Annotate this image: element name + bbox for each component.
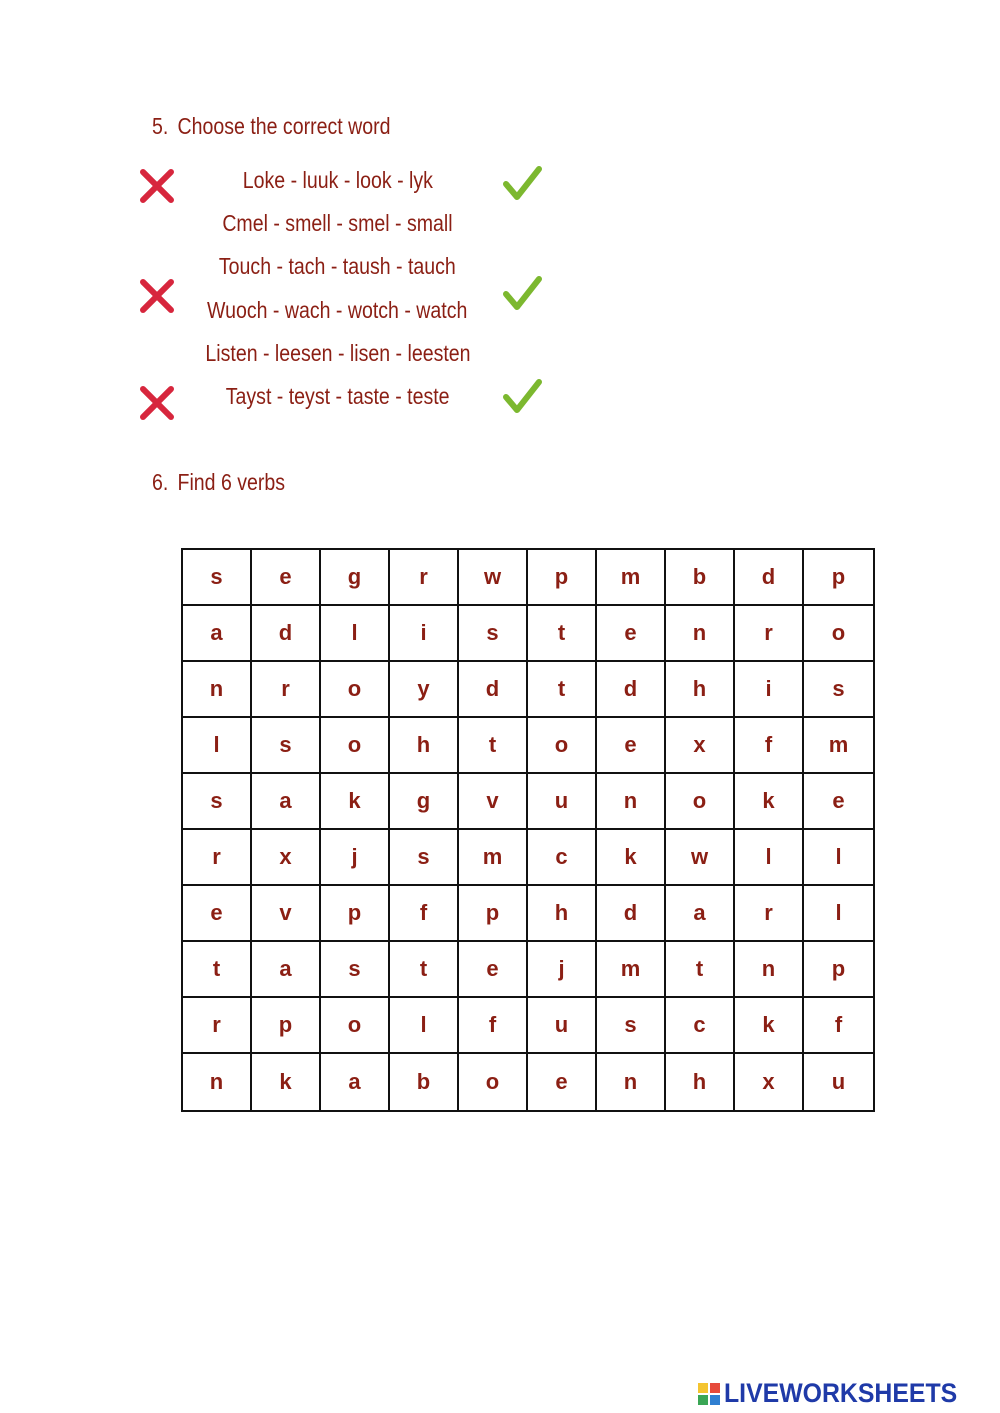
grid-cell[interactable]: f [804, 998, 873, 1054]
grid-cell[interactable]: r [390, 550, 459, 606]
grid-cell[interactable]: l [390, 998, 459, 1054]
grid-cell[interactable]: e [459, 942, 528, 998]
grid-cell[interactable]: k [735, 998, 804, 1054]
grid-cell[interactable]: o [804, 606, 873, 662]
grid-cell[interactable]: f [459, 998, 528, 1054]
section-6-number: 6. [152, 469, 169, 495]
grid-cell[interactable]: x [252, 830, 321, 886]
grid-cell[interactable]: c [528, 830, 597, 886]
grid-cell[interactable]: o [321, 718, 390, 774]
grid-cell[interactable]: m [804, 718, 873, 774]
grid-cell[interactable]: m [597, 942, 666, 998]
cross-icon[interactable] [137, 276, 177, 316]
grid-cell[interactable]: p [528, 550, 597, 606]
grid-cell[interactable]: e [183, 886, 252, 942]
grid-cell[interactable]: b [390, 1054, 459, 1110]
grid-cell[interactable]: w [459, 550, 528, 606]
grid-cell[interactable]: h [666, 1054, 735, 1110]
grid-cell[interactable]: s [390, 830, 459, 886]
grid-cell[interactable]: d [735, 550, 804, 606]
grid-cell[interactable]: k [597, 830, 666, 886]
grid-cell[interactable]: p [804, 550, 873, 606]
grid-cell[interactable]: u [528, 774, 597, 830]
cross-icon[interactable] [137, 166, 177, 206]
word-search-grid [181, 548, 875, 1112]
grid-cell[interactable]: o [321, 998, 390, 1054]
grid-cell[interactable]: s [459, 606, 528, 662]
grid-cell[interactable]: e [597, 718, 666, 774]
grid-cell[interactable]: a [321, 1054, 390, 1110]
grid-cell[interactable]: o [321, 662, 390, 718]
option-row-6[interactable] [160, 383, 515, 410]
grid-cell[interactable]: t [459, 718, 528, 774]
grid-cell[interactable]: f [390, 886, 459, 942]
grid-cell[interactable]: x [666, 718, 735, 774]
option-row-4[interactable] [160, 297, 515, 324]
cross-icon[interactable] [137, 383, 177, 423]
grid-cell[interactable]: h [390, 718, 459, 774]
grid-cell[interactable]: n [666, 606, 735, 662]
section-6-heading [152, 469, 285, 496]
option-row-5-text: Listen - leesen - lisen - leesten [204, 340, 471, 366]
grid-cell[interactable]: a [183, 606, 252, 662]
grid-cell[interactable]: d [597, 886, 666, 942]
logo-square [698, 1395, 708, 1405]
grid-cell[interactable]: k [321, 774, 390, 830]
grid-cell[interactable]: k [252, 1054, 321, 1110]
grid-cell[interactable]: s [183, 774, 252, 830]
grid-cell[interactable]: u [831, 1069, 846, 1094]
option-row-2-text: Cmel - smell - smel - small [222, 210, 453, 236]
grid-cell[interactable]: w [666, 830, 735, 886]
grid-cell[interactable]: e [597, 606, 666, 662]
grid-cell[interactable]: n [183, 1054, 252, 1110]
logo-square [710, 1395, 720, 1405]
grid-cell[interactable]: n [183, 662, 252, 718]
grid-cell[interactable]: o [459, 1054, 528, 1110]
grid-cell[interactable]: x [735, 1054, 804, 1110]
grid-cell[interactable]: i [735, 662, 804, 718]
grid-cell[interactable]: t [528, 606, 597, 662]
grid-cell[interactable]: h [666, 662, 735, 718]
grid-cell[interactable]: o [528, 718, 597, 774]
grid-cell[interactable]: s [321, 942, 390, 998]
logo-square [698, 1383, 708, 1393]
grid-cell[interactable]: p [459, 886, 528, 942]
section-5-number: 5. [152, 113, 169, 139]
grid-cell[interactable]: t [528, 662, 597, 718]
grid-cell[interactable]: s [252, 718, 321, 774]
grid-cell[interactable]: s [183, 550, 252, 606]
grid-cell[interactable]: n [735, 942, 804, 998]
grid-cell[interactable]: j [321, 830, 390, 886]
logo-icon [698, 1383, 720, 1405]
grid-cell[interactable]: n [597, 1054, 666, 1110]
option-row-2[interactable] [160, 210, 515, 237]
grid-cell[interactable]: k [735, 774, 804, 830]
grid-cell[interactable]: r [183, 830, 252, 886]
option-row-1-text: Loke - luuk - look - lyk [242, 167, 433, 193]
option-row-4-text: Wuoch - wach - wotch - watch [207, 297, 468, 323]
grid-cell[interactable]: r [735, 606, 804, 662]
option-row-3-text: Touch - tach - taush - tauch [219, 253, 456, 279]
grid-cell[interactable]: g [390, 774, 459, 830]
grid-cell[interactable]: g [321, 550, 390, 606]
grid-cell[interactable]: d [459, 662, 528, 718]
grid-cell[interactable]: u [528, 998, 597, 1054]
grid-cell[interactable]: s [804, 662, 873, 718]
grid-cell[interactable]: m [459, 830, 528, 886]
grid-cell[interactable]: d [597, 662, 666, 718]
grid-cell[interactable]: r [735, 886, 804, 942]
grid-cell[interactable]: e [252, 550, 321, 606]
grid-cell[interactable]: h [528, 886, 597, 942]
option-row-1[interactable] [160, 167, 515, 194]
grid-cell[interactable]: t [666, 942, 735, 998]
check-icon[interactable] [502, 274, 542, 314]
grid-cell[interactable]: t [183, 942, 252, 998]
grid-cell[interactable]: m [597, 550, 666, 606]
section-6-title: Find 6 verbs [177, 469, 286, 495]
grid-cell[interactable]: b [666, 550, 735, 606]
grid-cell[interactable]: l [804, 886, 873, 942]
grid-cell[interactable]: e [804, 774, 873, 830]
grid-cell[interactable]: r [252, 662, 321, 718]
grid-cell[interactable]: l [735, 830, 804, 886]
liveworksheets-logo [698, 1378, 978, 1409]
grid-cell[interactable]: o [666, 774, 735, 830]
grid-cell[interactable]: d [252, 606, 321, 662]
grid-cell[interactable]: r [183, 998, 252, 1054]
option-row-5[interactable] [160, 340, 515, 367]
grid-cell[interactable]: p [321, 886, 390, 942]
grid-cell[interactable]: e [528, 1054, 597, 1110]
grid-cell[interactable]: a [252, 774, 321, 830]
option-row-6-text: Tayst - teyst - taste - teste [225, 383, 450, 409]
logo-text: LIVEWORKSHEETS [724, 1378, 958, 1408]
grid-cell[interactable]: p [804, 942, 873, 998]
logo-square [710, 1383, 720, 1393]
check-icon[interactable] [502, 164, 542, 204]
grid-cell[interactable]: a [252, 942, 321, 998]
section-5-title: Choose the correct word [177, 113, 391, 139]
check-icon[interactable] [502, 377, 542, 417]
grid-cell[interactable]: t [390, 942, 459, 998]
grid-cell[interactable]: j [528, 942, 597, 998]
grid-cell[interactable]: v [459, 774, 528, 830]
grid-cell[interactable]: c [666, 998, 735, 1054]
grid-cell[interactable]: y [390, 662, 459, 718]
grid-cell[interactable]: i [390, 606, 459, 662]
grid-cell[interactable]: a [666, 886, 735, 942]
grid-cell[interactable]: v [252, 886, 321, 942]
grid-cell[interactable]: p [252, 998, 321, 1054]
grid-cell[interactable]: l [804, 830, 873, 886]
grid-cell[interactable]: s [597, 998, 666, 1054]
grid-cell[interactable]: l [183, 718, 252, 774]
grid-cell[interactable]: n [597, 774, 666, 830]
option-row-3[interactable] [160, 253, 515, 280]
grid-cell[interactable]: l [321, 606, 390, 662]
section-5-heading [152, 113, 390, 140]
grid-cell[interactable]: f [735, 718, 804, 774]
